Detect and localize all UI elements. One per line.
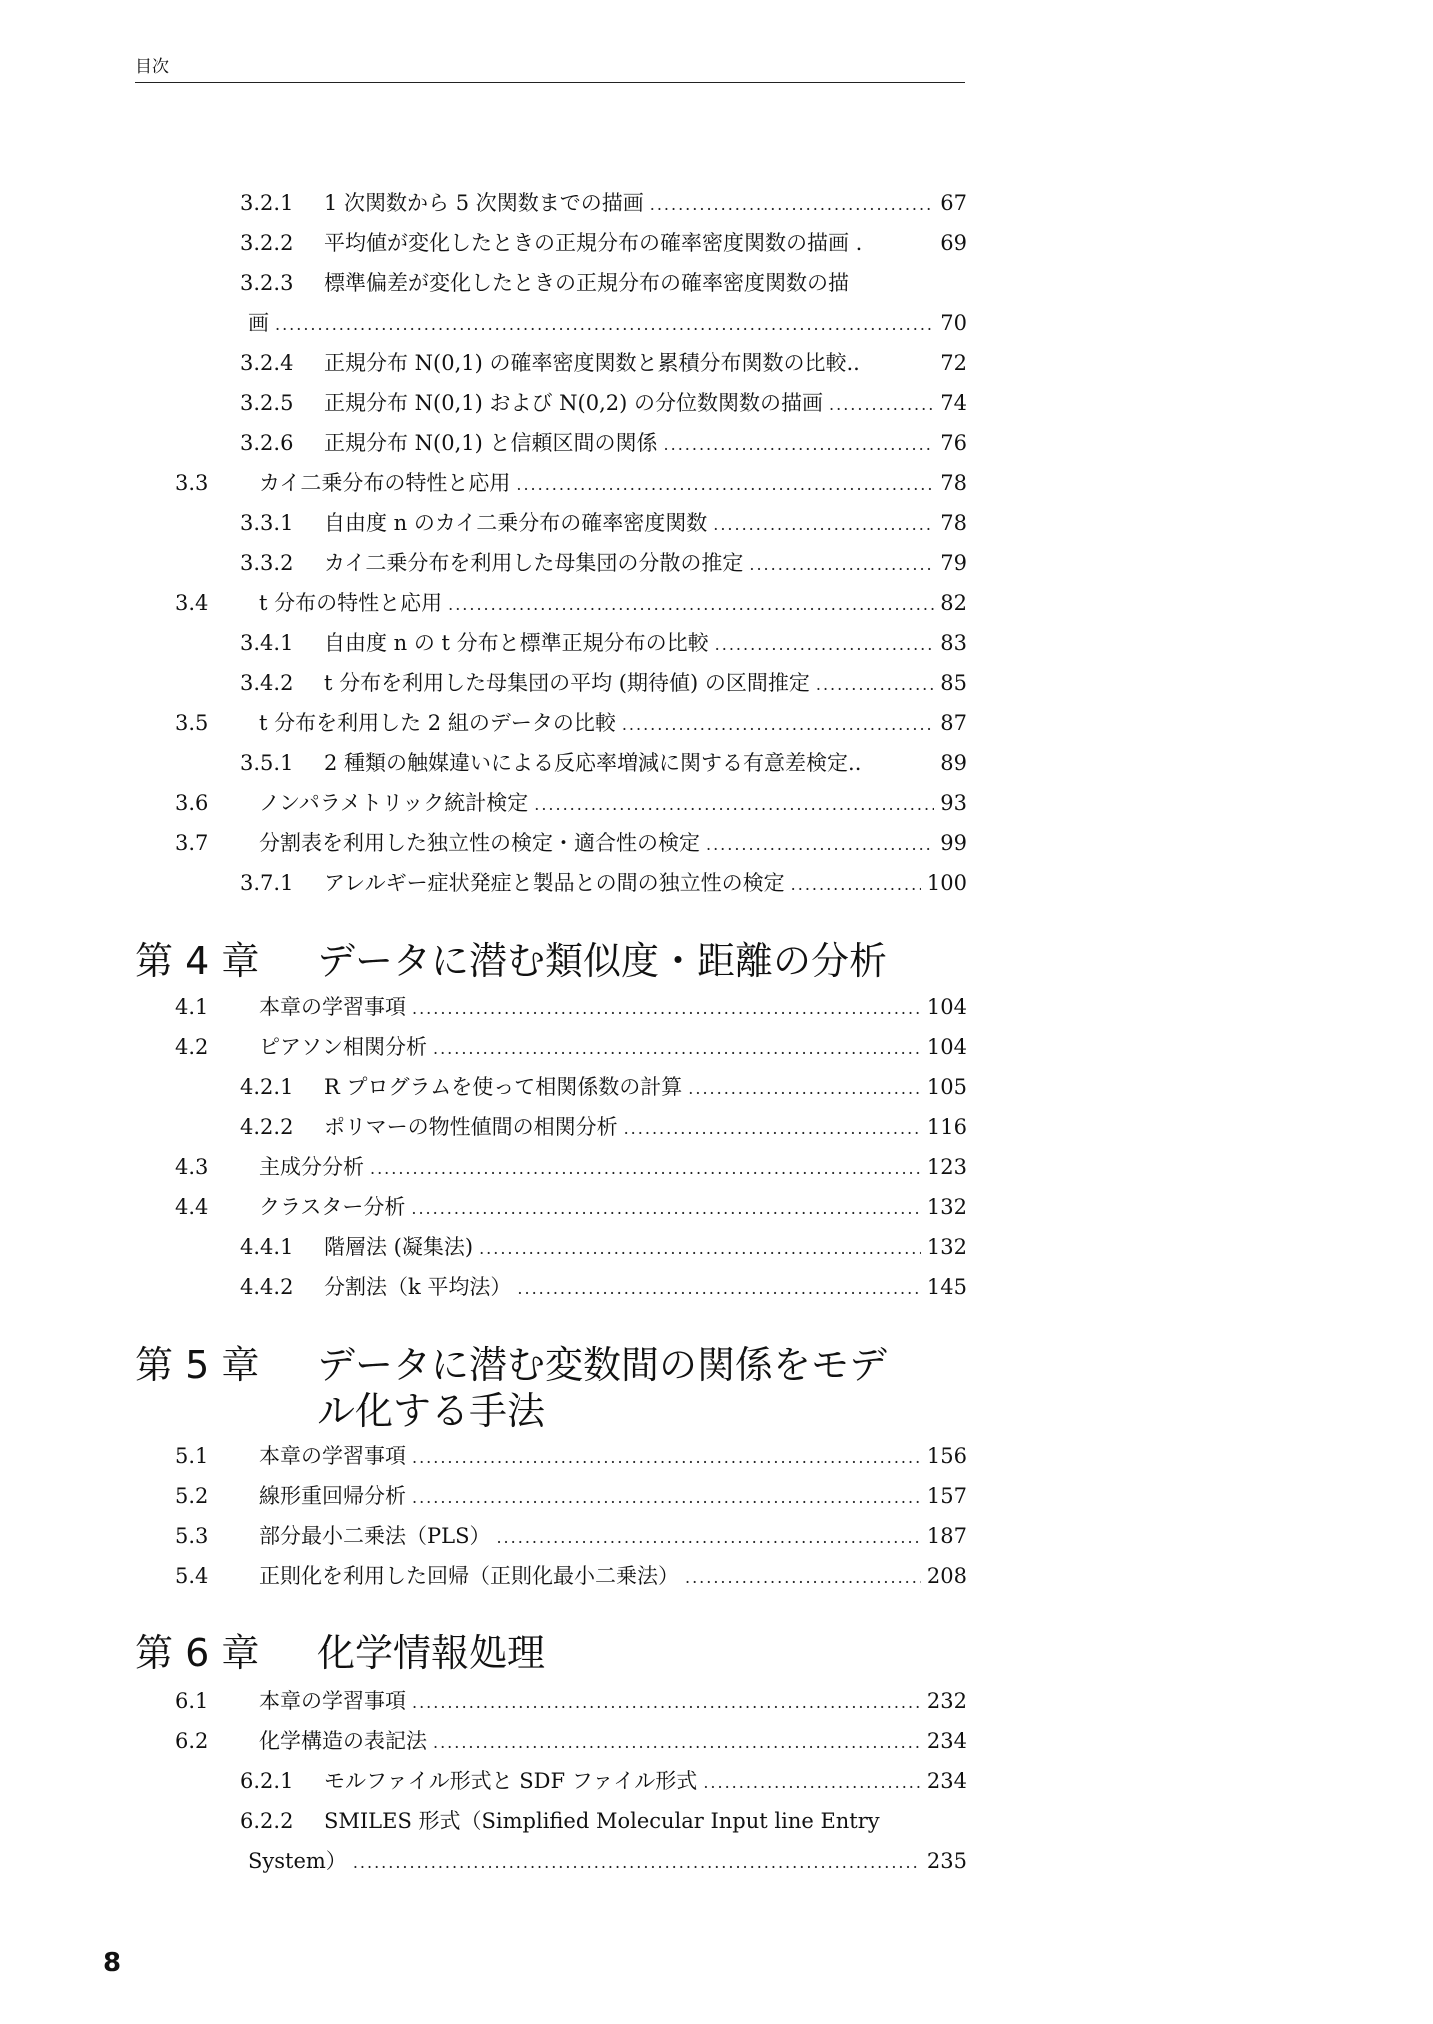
entry-title: 階層法 (凝集法) [324, 1235, 474, 1259]
entry-title: 本章の学習事項 [259, 1444, 406, 1468]
entry-number: 4.2.2 [240, 1115, 294, 1139]
entry-number: 4.2 [175, 1035, 209, 1059]
toc-entry[interactable] [240, 1766, 967, 1796]
dot-leader [816, 670, 934, 700]
entry-title: 化学構造の表記法 [259, 1729, 427, 1753]
chapter-title: データに潜む類似度・距離の分析 [317, 939, 888, 983]
toc-entry[interactable] [175, 788, 967, 818]
toc-entry[interactable] [240, 748, 967, 778]
entry-number: 3.2.4 [240, 351, 294, 375]
entry-number: 6.2.1 [240, 1769, 294, 1793]
entry-page: 79 [940, 551, 967, 575]
entry-title: カイ二乗分布の特性と応用 [259, 471, 511, 495]
entry-title: 分割法（k 平均法） [324, 1275, 512, 1299]
entry-title: 本章の学習事項 [259, 995, 406, 1019]
dot-leader [412, 1688, 921, 1718]
toc-entry[interactable] [175, 1441, 967, 1471]
entry-number: 4.4.2 [240, 1275, 294, 1299]
entry-page: 187 [926, 1524, 967, 1548]
toc-entry[interactable] [240, 228, 967, 258]
toc-entry[interactable] [240, 388, 967, 418]
entry-page: 157 [926, 1484, 967, 1508]
entry-number: 3.4 [175, 591, 209, 615]
dot-leader [479, 1234, 921, 1264]
entry-title: SMILES 形式（Simplified Molecular Input line Entry [324, 1809, 880, 1833]
entry-page: 85 [940, 671, 967, 695]
entry-number: 4.3 [175, 1155, 209, 1179]
entry-number: 4.1 [175, 995, 209, 1019]
entry-title: t 分布を利用した母集団の平均 (期待値) の区間推定 [324, 671, 810, 695]
entry-number: 3.4.1 [240, 631, 294, 655]
entry-page: 72 [940, 351, 967, 375]
entry-title: ピアソン相関分析 [259, 1035, 427, 1059]
entry-number: 6.1 [175, 1689, 209, 1713]
dot-leader [706, 830, 934, 860]
dot-leader [412, 1483, 921, 1513]
dot-leader [650, 190, 935, 220]
entry-title: 2 種類の触媒違いによる反応率増減に関する有意差検定.. [324, 751, 862, 775]
chapter-number: 第 4 章 [135, 939, 260, 983]
entry-number: 3.3 [175, 471, 209, 495]
entry-page: 105 [926, 1075, 967, 1099]
dot-leader [624, 1114, 921, 1144]
entry-number: 3.6 [175, 791, 209, 815]
entry-page: 145 [926, 1275, 967, 1299]
entry-number: 3.2.1 [240, 191, 294, 215]
toc-entry-line1[interactable] [240, 268, 849, 298]
entry-number: 3.2.3 [240, 271, 294, 295]
entry-page: 83 [940, 631, 967, 655]
entry-number: 6.2.2 [240, 1809, 294, 1833]
dot-leader [516, 470, 934, 500]
entry-page: 232 [926, 1689, 967, 1713]
entry-number: 4.2.1 [240, 1075, 294, 1099]
dot-leader [517, 1274, 921, 1304]
entry-page: 74 [940, 391, 967, 415]
toc-entry[interactable] [240, 508, 967, 538]
entry-number: 4.4 [175, 1195, 209, 1219]
entry-number: 3.4.2 [240, 671, 294, 695]
dot-leader [703, 1768, 921, 1798]
entry-title: アレルギー症状発症と製品との間の独立性の検定 [324, 871, 785, 895]
entry-number: 6.2 [175, 1729, 209, 1753]
entry-title: ポリマーの物性値間の相関分析 [324, 1115, 618, 1139]
entry-title: t 分布の特性と応用 [259, 591, 443, 615]
entry-number: 3.3.2 [240, 551, 294, 575]
entry-number: 4.4.1 [240, 1235, 294, 1259]
entry-title: 正規分布 N(0,1) の確率密度関数と累積分布関数の比較.. [324, 351, 860, 375]
dot-leader [749, 550, 934, 580]
entry-number: 3.3.1 [240, 511, 294, 535]
chapter-title: データに潜む変数間の関係をモデル化する手法 [317, 1343, 888, 1433]
entry-title: 分割表を利用した独立性の検定・適合性の検定 [259, 831, 700, 855]
toc-entry[interactable] [240, 188, 967, 218]
toc-entry-line2[interactable] [248, 1846, 967, 1876]
entry-page: 67 [940, 191, 967, 215]
entry-page: 76 [940, 431, 967, 455]
dot-leader [411, 1194, 921, 1224]
toc-entry[interactable] [240, 428, 967, 458]
entry-page: 78 [940, 471, 967, 495]
entry-page: 132 [926, 1235, 967, 1259]
entry-title: カイ二乗分布を利用した母集団の分散の推定 [324, 551, 744, 575]
toc-entry[interactable] [175, 992, 967, 1022]
entry-title: 1 次関数から 5 次関数までの描画 [324, 191, 644, 215]
dot-leader [715, 630, 935, 660]
toc-entry[interactable] [175, 1192, 967, 1222]
chapter-title: 化学情報処理 [317, 1631, 546, 1675]
entry-page: 234 [926, 1769, 967, 1793]
entry-title: モルファイル形式と SDF ファイル形式 [324, 1769, 698, 1793]
chapter-number: 第 6 章 [135, 1631, 260, 1675]
entry-page: 70 [940, 311, 967, 335]
entry-title: クラスター分析 [259, 1195, 406, 1219]
entry-title: 自由度 n のカイ二乗分布の確率密度関数 [324, 511, 708, 535]
toc-entry[interactable] [175, 1726, 967, 1756]
dot-leader [412, 994, 921, 1024]
entry-number: 5.2 [175, 1484, 209, 1508]
entry-number: 3.5.1 [240, 751, 294, 775]
entry-title-continued: 画 [248, 311, 269, 335]
entry-title: 線形重回帰分析 [259, 1484, 406, 1508]
entry-title: 正規分布 N(0,1) および N(0,2) の分位数関数の描画 [324, 391, 824, 415]
toc-entry[interactable] [175, 1481, 967, 1511]
entry-page: 89 [940, 751, 967, 775]
header-title: 目次 [135, 57, 169, 77]
entry-title: 平均値が変化したときの正規分布の確率密度関数の描画 . [324, 231, 863, 255]
entry-number: 3.7 [175, 831, 209, 855]
chapter-heading[interactable] [135, 1342, 917, 1434]
toc-entry[interactable] [240, 1232, 967, 1262]
entry-number: 3.2.6 [240, 431, 294, 455]
chapter-heading[interactable] [135, 1630, 917, 1676]
entry-title: 主成分分析 [259, 1155, 364, 1179]
entry-page: 69 [940, 231, 967, 255]
toc-entry[interactable] [240, 668, 967, 698]
toc-entry[interactable] [175, 588, 967, 618]
entry-title: ノンパラメトリック統計検定 [259, 791, 529, 815]
entry-number: 5.4 [175, 1564, 209, 1588]
toc-entry[interactable] [175, 1686, 967, 1716]
entry-page: 235 [926, 1849, 967, 1873]
dot-leader [433, 1034, 921, 1064]
dot-leader [496, 1523, 920, 1553]
toc-entry[interactable] [240, 1072, 967, 1102]
dot-leader [688, 1074, 921, 1104]
dot-leader [685, 1563, 921, 1593]
entry-page: 208 [926, 1564, 967, 1588]
entry-page: 116 [926, 1115, 967, 1139]
entry-number: 3.2.2 [240, 231, 294, 255]
dot-leader [829, 390, 934, 420]
entry-number: 3.2.5 [240, 391, 294, 415]
entry-page: 78 [940, 511, 967, 535]
toc-entry[interactable] [175, 828, 967, 858]
dot-leader [433, 1728, 921, 1758]
toc-entry-line1[interactable] [240, 1806, 880, 1836]
entry-number: 3.5 [175, 711, 209, 735]
entry-title: 標準偏差が変化したときの正規分布の確率密度関数の描 [324, 271, 849, 295]
toc-entry[interactable] [240, 868, 967, 898]
dot-leader [664, 430, 935, 460]
entry-page: 132 [926, 1195, 967, 1219]
entry-title: 部分最小二乗法（PLS） [259, 1524, 491, 1548]
entry-page: 93 [940, 791, 967, 815]
toc-entry[interactable] [175, 1152, 967, 1182]
entry-page: 104 [926, 1035, 967, 1059]
entry-page: 104 [926, 995, 967, 1019]
toc-entry[interactable] [175, 1032, 967, 1062]
entry-page: 123 [926, 1155, 967, 1179]
entry-page: 100 [926, 871, 967, 895]
entry-title: 正則化を利用した回帰（正則化最小二乗法） [259, 1564, 679, 1588]
entry-title: 自由度 n の t 分布と標準正規分布の比較 [324, 631, 709, 655]
toc-entry-line2[interactable] [248, 308, 967, 338]
chapter-heading[interactable] [135, 938, 917, 984]
entry-page: 156 [926, 1444, 967, 1468]
toc-entry[interactable] [175, 468, 967, 498]
dot-leader [412, 1443, 921, 1473]
dot-leader [534, 790, 934, 820]
entry-number: 5.3 [175, 1524, 209, 1548]
toc-entry[interactable] [175, 1521, 967, 1551]
toc-entry[interactable] [240, 348, 967, 378]
entry-title: 本章の学習事項 [259, 1689, 406, 1713]
entry-number: 5.1 [175, 1444, 209, 1468]
entry-title: t 分布を利用した 2 組のデータの比較 [259, 711, 616, 735]
dot-leader [370, 1154, 921, 1184]
entry-page: 82 [940, 591, 967, 615]
entry-title: 正規分布 N(0,1) と信頼区間の関係 [324, 431, 658, 455]
entry-title-continued: System） [248, 1849, 347, 1873]
dot-leader [448, 590, 934, 620]
entry-title: R プログラムを使って相関係数の計算 [324, 1075, 683, 1099]
toc-entry[interactable] [240, 1112, 967, 1142]
toc-entry[interactable] [240, 548, 967, 578]
dot-leader [713, 510, 934, 540]
toc-entry[interactable] [175, 1561, 967, 1591]
entry-page: 99 [940, 831, 967, 855]
dot-leader [791, 870, 921, 900]
chapter-number: 第 5 章 [135, 1343, 260, 1387]
dot-leader [275, 310, 934, 340]
entry-number: 3.7.1 [240, 871, 294, 895]
dot-leader [353, 1848, 921, 1878]
toc-entry[interactable] [240, 628, 967, 658]
dot-leader [622, 710, 934, 740]
page-number: 8 [103, 1948, 122, 1978]
entry-page: 87 [940, 711, 967, 735]
entry-page: 234 [926, 1729, 967, 1753]
toc-entry[interactable] [240, 1272, 967, 1302]
toc-entry[interactable] [175, 708, 967, 738]
